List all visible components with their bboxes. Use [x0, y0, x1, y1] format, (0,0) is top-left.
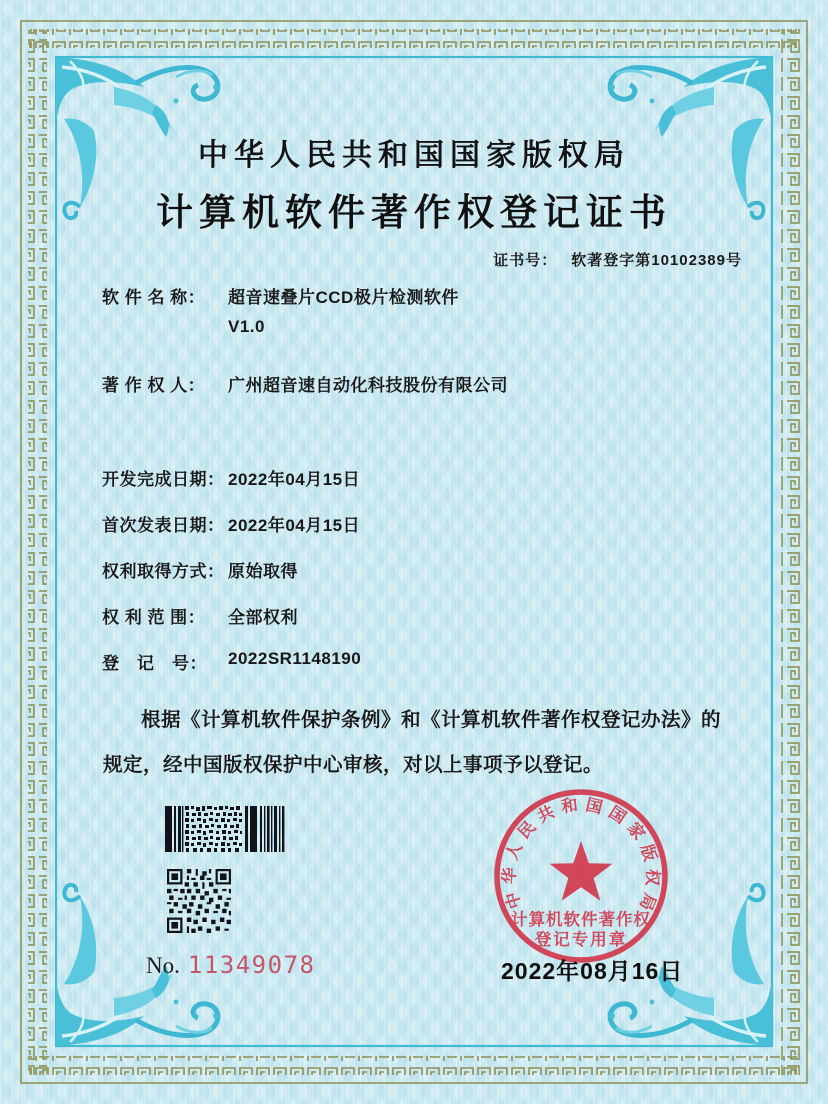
registration-statement-line1: 根据《计算机软件保护条例》和《计算机软件著作权登记办法》的 — [141, 709, 722, 731]
outer-border-line — [21, 21, 807, 1083]
serial-number-row — [146, 951, 315, 979]
certificate-number-value: 软著登字第10102389号 — [571, 252, 742, 269]
field-value: 广州超音速自动化科技股份有限公司 — [228, 376, 508, 395]
field-label: 登 记 号： — [102, 654, 207, 673]
field-row-registration-number — [102, 649, 361, 674]
field-row-rights-acquisition — [102, 557, 298, 582]
field-value: 原始取得 — [228, 562, 298, 581]
registration-statement-line2: 规定，经中国版权保护中心审核，对以上事项予以登记。 — [103, 754, 604, 776]
official-seal — [489, 786, 673, 970]
field-label: 著 作 权 人： — [102, 376, 206, 395]
seal-line2: 登记专用章 — [534, 931, 628, 949]
seal-ring-text: 中华人民共和国国家版权局 — [500, 795, 662, 919]
barcode — [165, 806, 287, 852]
certificate-number — [493, 249, 742, 270]
issuer-title: 中华人民共和国国家版权局 — [198, 139, 630, 172]
field-value: 2022年04月15日 — [228, 470, 361, 489]
field-row-software-name — [102, 283, 459, 337]
serial-prefix: No. — [146, 953, 180, 978]
field-value: 2022SR1148190 — [228, 649, 362, 668]
seal-star-icon — [550, 841, 613, 901]
field-label: 权 利 范 围： — [102, 608, 206, 627]
field-label: 软 件 名 称： — [102, 288, 206, 307]
field-label: 首次发表日期： — [102, 516, 225, 535]
field-value: 全部权利 — [228, 608, 298, 627]
field-row-first-publish-date — [102, 511, 360, 536]
certificate-title: 计算机软件著作权登记证书 — [156, 193, 672, 234]
field-label: 开发完成日期： — [102, 470, 225, 489]
field-value: 超音速叠片CCD极片检测软件 — [228, 288, 459, 307]
field-row-dev-complete-date — [102, 465, 360, 490]
issue-date: 2022年08月16日 — [501, 958, 684, 984]
field-row-rights-scope — [102, 603, 298, 628]
qr-code — [167, 869, 231, 933]
serial-number: 11349078 — [187, 951, 316, 979]
certificate-number-label: 证书号： — [493, 252, 558, 269]
field-row-copyright-owner — [102, 371, 508, 396]
field-value-version: V1.0 — [228, 317, 265, 336]
seal-line1: 计算机软件著作权 — [511, 911, 651, 929]
field-label: 权利取得方式： — [102, 562, 225, 581]
field-value: 2022年04月15日 — [228, 516, 361, 535]
